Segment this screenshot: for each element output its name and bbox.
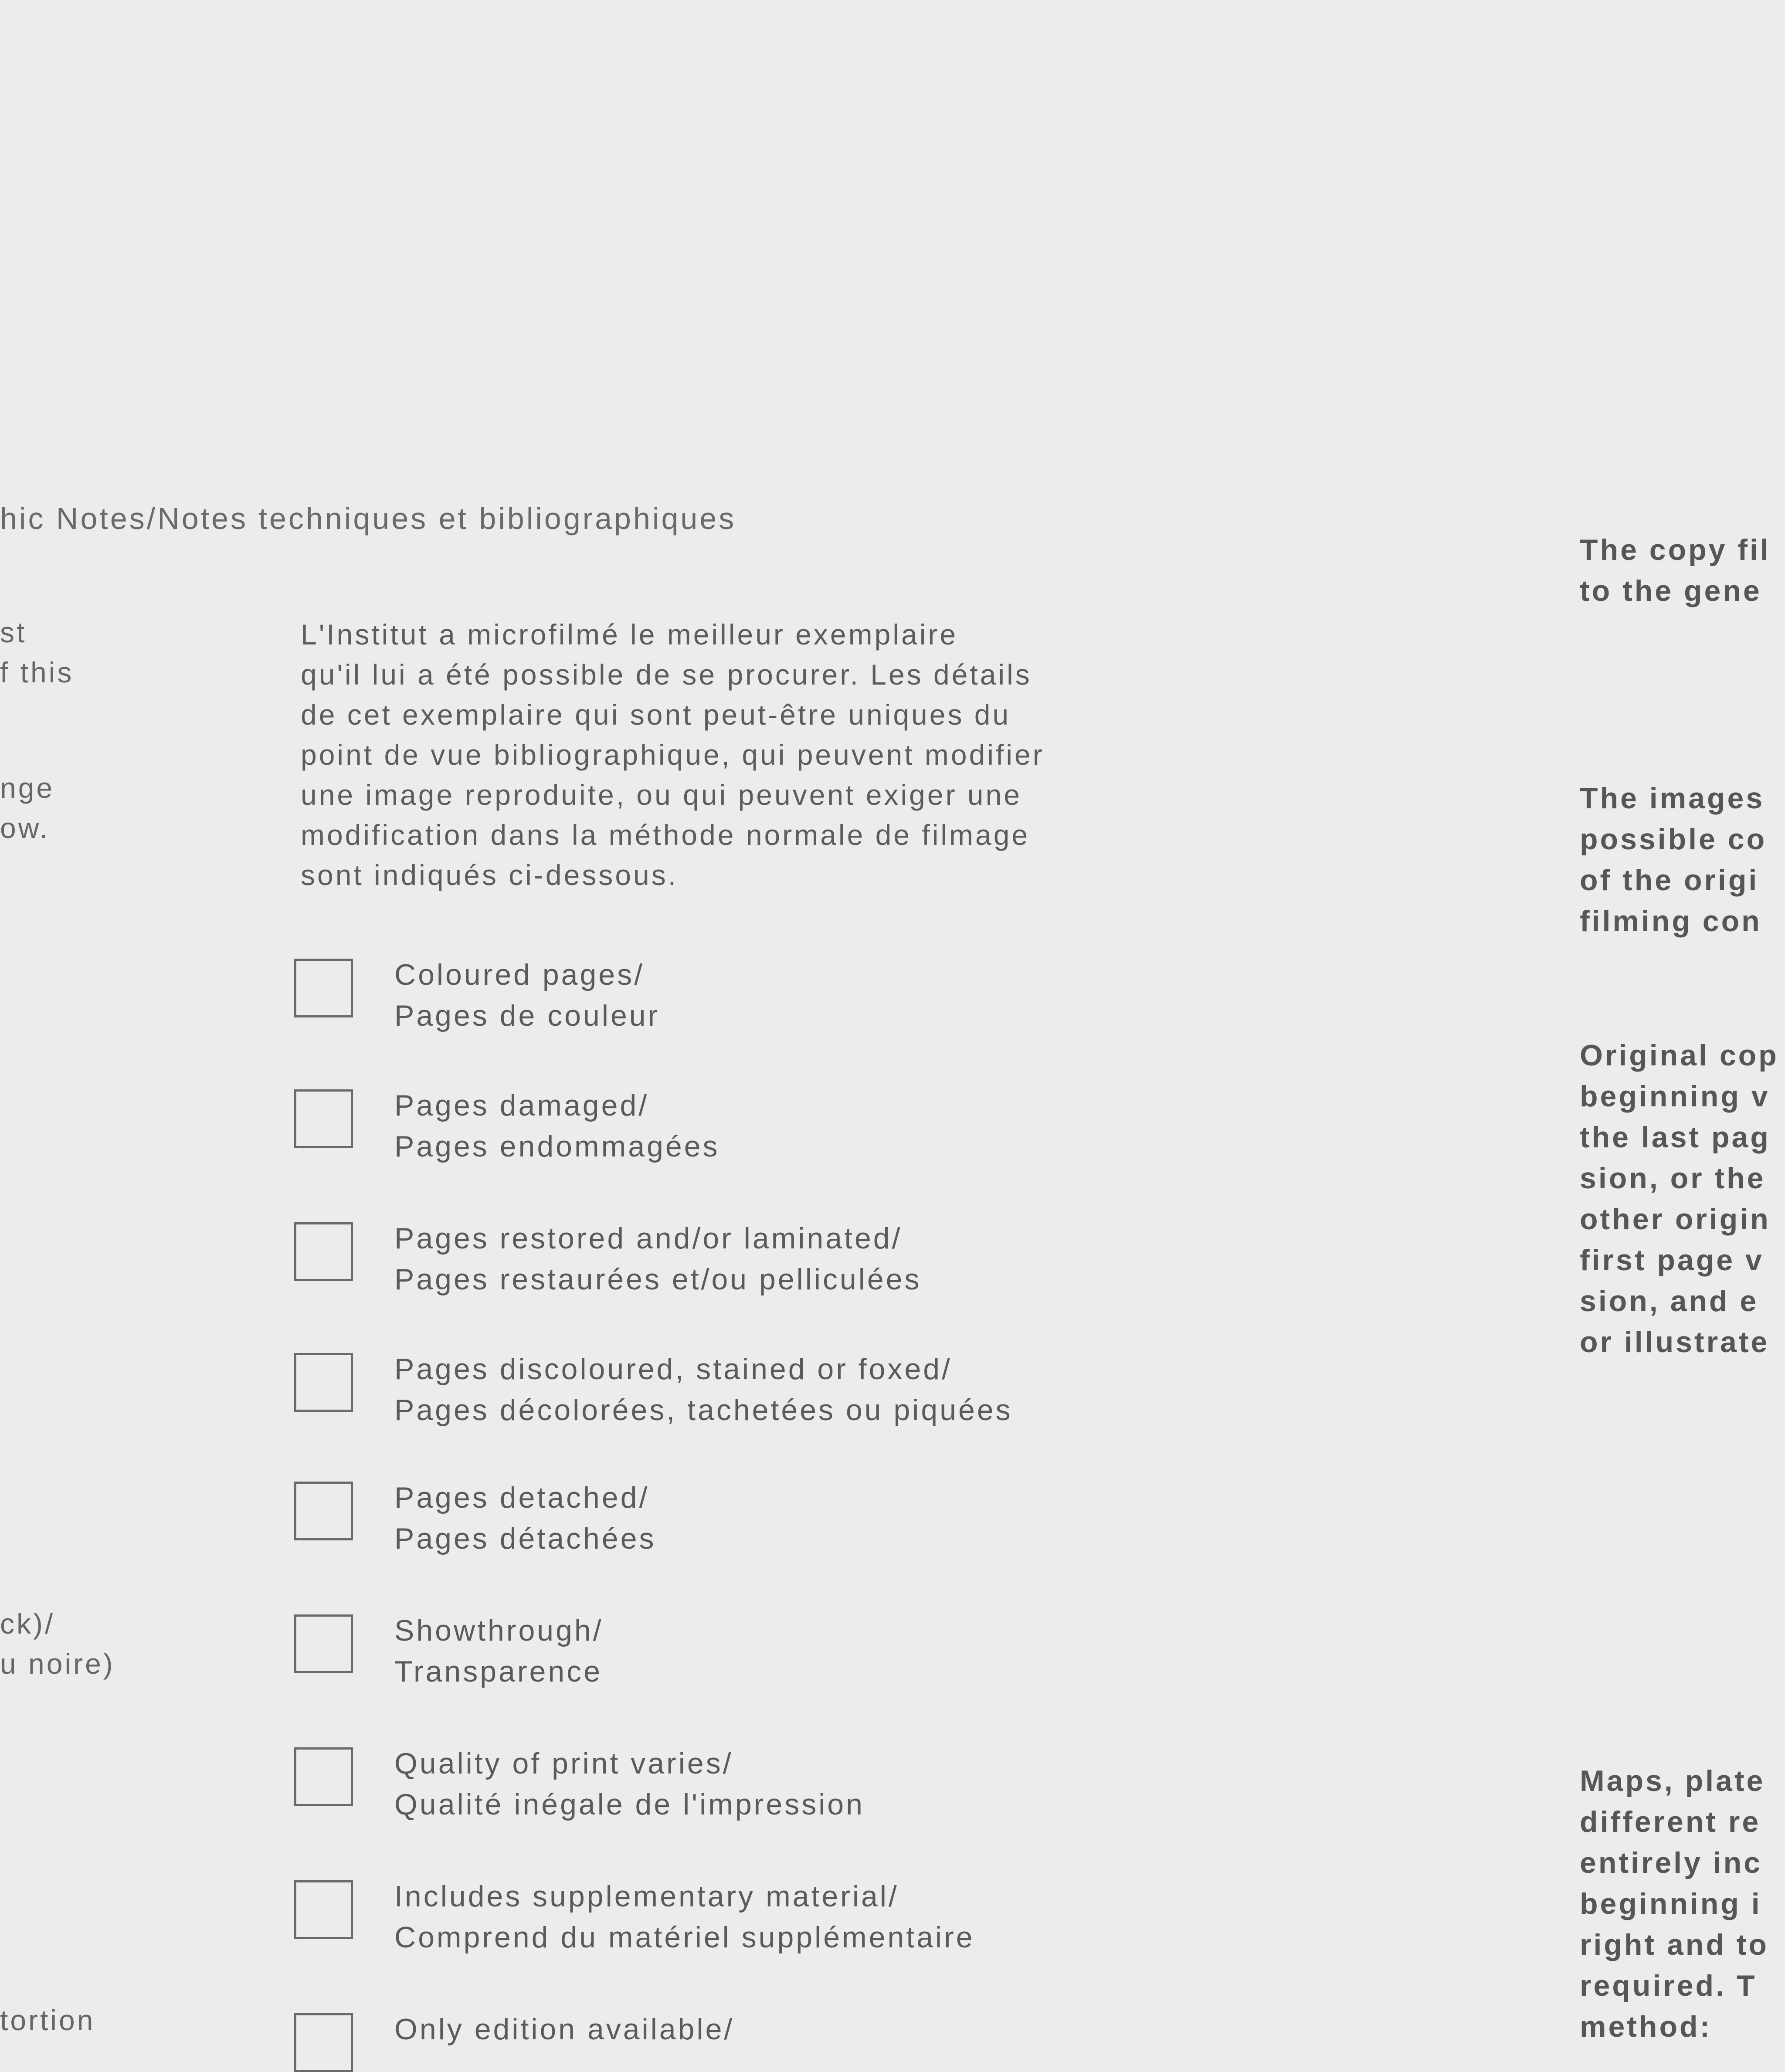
checkbox[interactable] — [294, 1880, 353, 1939]
checkbox[interactable] — [294, 1747, 353, 1806]
left-fragment-line: f this — [0, 656, 74, 688]
checklist-label — [394, 1477, 656, 1559]
label-en: Pages detached/ — [394, 1481, 650, 1514]
right-line: the last pag — [1580, 1121, 1771, 1154]
right-line: sion, and e — [1580, 1285, 1759, 1318]
right-line: different re — [1580, 1805, 1761, 1838]
right-line: or illustrate — [1580, 1326, 1770, 1359]
checkbox[interactable] — [294, 1222, 353, 1281]
left-fragment-line: tortion — [0, 2004, 95, 2036]
right-line: beginning i — [1580, 1887, 1762, 1920]
checkbox[interactable] — [294, 1614, 353, 1673]
right-line: of the origi — [1580, 864, 1759, 897]
checklist-label — [394, 1085, 720, 1167]
section-heading: hic Notes/Notes techniques et bibliographiques — [0, 502, 736, 536]
right-line: other origin — [1580, 1203, 1771, 1236]
label-en: Pages damaged/ — [394, 1089, 649, 1122]
right-line: Maps, plate — [1580, 1764, 1765, 1797]
right-line: right and to — [1580, 1928, 1769, 1961]
intro-line: une image reproduite, ou qui peuvent exiger une — [301, 779, 1022, 811]
intro-line: point de vue bibliographique, qui peuvent modifier — [301, 739, 1045, 771]
left-fragment-line: u noire) — [0, 1648, 115, 1680]
label-fr: Pages endommagées — [394, 1130, 720, 1163]
label-en: Quality of print varies/ — [394, 1747, 733, 1780]
label-en: Pages discoloured, stained or foxed/ — [394, 1353, 953, 1386]
left-fragment-line: ow. — [0, 812, 50, 844]
intro-line: de cet exemplaire qui sont peut-être uniques du — [301, 699, 1011, 731]
right-line: beginning v — [1580, 1080, 1770, 1113]
intro-line: modification dans la méthode normale de filmage — [301, 819, 1030, 851]
right-paragraph-1 — [1580, 529, 1771, 611]
right-line: first page v — [1580, 1244, 1764, 1277]
right-line: method: — [1580, 2010, 1712, 2043]
checklist-label — [394, 1349, 1013, 1431]
right-line: The images — [1580, 782, 1765, 815]
checklist-label — [394, 2009, 734, 2050]
label-en: Pages restored and/or laminated/ — [394, 1222, 903, 1255]
checkbox[interactable] — [294, 1482, 353, 1540]
right-line: required. T — [1580, 1969, 1757, 2002]
left-fragment-line: st — [0, 616, 27, 648]
checkbox[interactable] — [294, 1089, 353, 1148]
label-fr: Pages décolorées, tachetées ou piquées — [394, 1394, 1013, 1427]
checklist-label — [394, 954, 660, 1036]
right-line: possible co — [1580, 823, 1767, 856]
checklist-label — [394, 1743, 865, 1825]
checkbox[interactable] — [294, 2013, 353, 2072]
left-fragment-line: nge — [0, 772, 55, 804]
checklist-label — [394, 1876, 975, 1958]
right-line: entirely inc — [1580, 1846, 1763, 1879]
label-fr: Pages détachées — [394, 1522, 656, 1555]
label-fr: Qualité inégale de l'impression — [394, 1788, 865, 1821]
checklist-label — [394, 1610, 604, 1692]
label-en: Only edition available/ — [394, 2013, 735, 2046]
right-paragraph-3 — [1580, 1035, 1779, 1363]
left-fragment-2 — [0, 768, 54, 848]
left-fragment-1 — [0, 612, 74, 692]
checklist-label — [394, 1218, 922, 1300]
left-fragment-3 — [0, 1604, 115, 1684]
right-paragraph-2 — [1580, 778, 1767, 942]
right-line: The copy fil — [1580, 533, 1771, 566]
right-line: to the gene — [1580, 574, 1762, 607]
label-fr: Comprend du matériel supplémentaire — [394, 1921, 975, 1954]
label-en: Showthrough/ — [394, 1614, 604, 1647]
intro-line: qu'il lui a été possible de se procurer. Les détails — [301, 658, 1032, 691]
label-en: Coloured pages/ — [394, 958, 645, 991]
intro-line: sont indiqués ci-dessous. — [301, 859, 679, 891]
right-paragraph-4 — [1580, 1760, 1769, 2047]
label-en: Includes supplementary material/ — [394, 1880, 899, 1913]
label-fr: Pages restaurées et/ou pelliculées — [394, 1263, 922, 1296]
label-fr: Transparence — [394, 1655, 603, 1688]
label-fr: Pages de couleur — [394, 999, 660, 1032]
checkbox[interactable] — [294, 959, 353, 1017]
right-line: filming con — [1580, 905, 1762, 938]
right-line: sion, or the — [1580, 1162, 1766, 1195]
checkbox[interactable] — [294, 1353, 353, 1412]
intro-line: L'Institut a microfilmé le meilleur exemplaire — [301, 618, 958, 651]
left-fragment-4 — [0, 2000, 95, 2040]
right-line: Original cop — [1580, 1039, 1779, 1072]
intro-paragraph — [301, 614, 1045, 895]
left-fragment-line: ck)/ — [0, 1607, 55, 1640]
